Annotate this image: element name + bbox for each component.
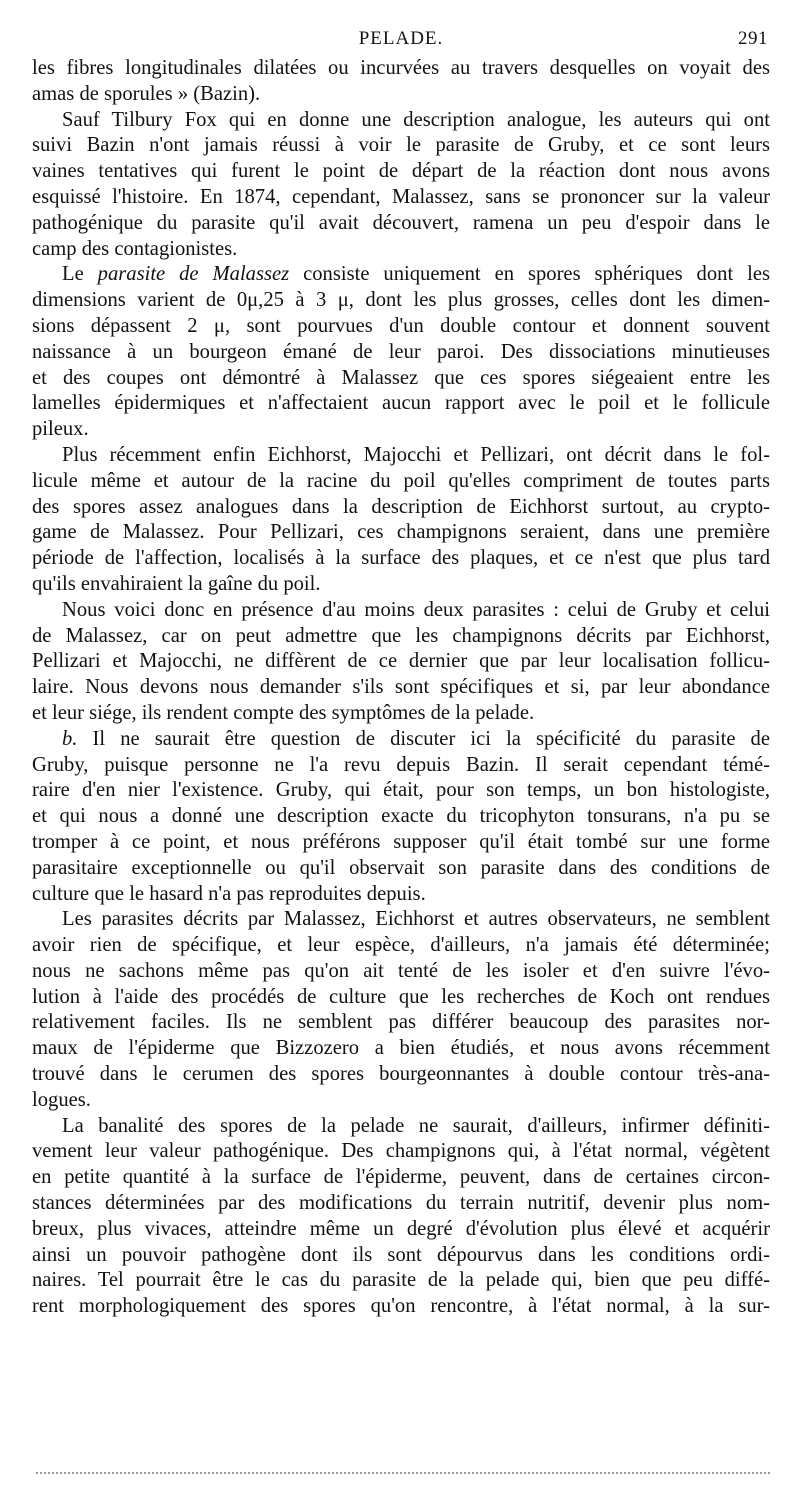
- text-line: [32, 366, 770, 392]
- text-run: maux de l'épiderme que Bizzozero a bien étudiés, et nous avons récemment: [32, 1037, 770, 1060]
- text-run: Nous voici donc en présence d'au moins deux parasites : celui de Gruby et celui: [62, 598, 770, 621]
- text-line: [32, 469, 770, 495]
- text-run: et des coupes ont démontré à Malassez que ces spores siégeaient entre les: [32, 366, 770, 389]
- text-line: [32, 211, 770, 237]
- running-header: [32, 28, 770, 50]
- text-run: stances déterminées par des modifications du terrain nutritif, devenir plus nom-: [32, 1192, 770, 1215]
- text-line: [32, 830, 770, 856]
- text-run: pathogénique du parasite qu'il avait découvert, ramena un peu d'espoir dans le: [32, 211, 770, 234]
- text-run: pileux.: [32, 418, 89, 441]
- text-run: logues.: [32, 1088, 91, 1111]
- text-run: camp des contagionistes.: [32, 237, 238, 260]
- text-line: [32, 856, 770, 882]
- text-run: Gruby, puisque personne ne l'a revu depuis Bazin. Il serait cependant témé-: [32, 753, 770, 776]
- text-run: licule même et autour de la racine du poil qu'elles compriment de toutes parts: [32, 469, 770, 492]
- text-line: [32, 572, 770, 598]
- text-run: Sauf Tilbury Fox qui en donne une description analogue, les auteurs qui ont: [62, 108, 770, 131]
- page-number: 291: [738, 28, 768, 49]
- text-run: esquissé l'histoire. En 1874, cependant, Malassez, sans se prononcer sur la valeur: [32, 185, 770, 208]
- text-line: [32, 1243, 770, 1269]
- text-line: [32, 262, 770, 288]
- text-line: [32, 520, 770, 546]
- text-line: [32, 727, 770, 753]
- text-line: [32, 1268, 770, 1294]
- text-line: [32, 959, 770, 985]
- running-title: PELADE.: [358, 28, 444, 49]
- italic-run: parasite de Malassez: [97, 263, 290, 286]
- text-run: et qui nous a donné une description exacte du tricophyton tonsurans, n'a pu se: [32, 805, 770, 828]
- text-line: [32, 56, 770, 82]
- text-line: [32, 624, 770, 650]
- text-run: Les parasites décrits par Malassez, Eichhorst et autres observateurs, ne semblent: [62, 908, 770, 931]
- text-line: [32, 598, 770, 624]
- text-line: [32, 1217, 770, 1243]
- text-run: consiste uniquement en spores sphériques dont les: [289, 263, 770, 286]
- text-line: [32, 753, 770, 779]
- text-run: vement leur valeur pathogénique. Des champignons qui, à l'état normal, végètent: [32, 1140, 770, 1163]
- text-run: vaines tentatives qui furent le point de départ de la réaction dont nous avons: [32, 160, 770, 183]
- text-line: [32, 1036, 770, 1062]
- text-line: [32, 443, 770, 469]
- text-line: [32, 417, 770, 443]
- text-run: rent morphologiquement des spores qu'on rencontre, à l'état normal, à la sur-: [32, 1295, 770, 1318]
- text-run: laire. Nous devons nous demander s'ils sont spécifiques et si, par leur abondance: [32, 676, 770, 699]
- text-line: [32, 391, 770, 417]
- text-run: nous ne sachons même pas qu'on ait tenté de les isoler et d'en suivre l'évo-: [32, 959, 770, 982]
- text-line: [32, 314, 770, 340]
- text-run: suivi Bazin n'ont jamais réussi à voir le parasite de Gruby, et ce sont leurs: [32, 134, 770, 157]
- text-run: de Malassez, car on peut admettre que les champignons décrits par Eichhorst,: [32, 624, 770, 647]
- text-run: breux, plus vivaces, atteindre même un degré d'évolution plus élevé et acquérir: [32, 1217, 770, 1240]
- text-run: ainsi un pouvoir pathogène dont ils sont dépourvus dans les conditions ordi-: [32, 1243, 770, 1266]
- text-run: période de l'affection, localisés à la surface des plaques, et ce n'est que plus tard: [32, 547, 770, 570]
- text-run: sions dépassent 2 μ, sont pourvues d'un double contour et donnent souvent: [32, 314, 770, 337]
- text-run: lamelles épidermiques et n'affectaient aucun rapport avec le poil et le follicule: [32, 392, 770, 415]
- text-run: relativement faciles. Ils ne semblent pas différer beaucoup des parasites nor-: [32, 1011, 770, 1034]
- text-line: [32, 701, 770, 727]
- text-line: [32, 185, 770, 211]
- text-line: [32, 933, 770, 959]
- body-text: [32, 56, 770, 1320]
- text-run: Il ne saurait être question de discuter ici la spécificité du parasite de: [77, 727, 770, 750]
- bottom-bleed-through-rule: [36, 1472, 770, 1474]
- text-line: [32, 108, 770, 134]
- text-line: [32, 1294, 770, 1320]
- text-line: [32, 1114, 770, 1140]
- text-run: parasitaire exceptionnelle ou qu'il observait son parasite dans des conditions de: [32, 856, 770, 879]
- text-line: [32, 985, 770, 1011]
- text-run: amas de sporules » (Bazin).: [32, 82, 261, 105]
- text-line: [32, 907, 770, 933]
- text-run: Le: [62, 263, 98, 286]
- text-line: [32, 546, 770, 572]
- text-run: tromper à ce point, et nous préférons supposer qu'il était tombé sur une forme: [32, 830, 770, 853]
- text-line: [32, 340, 770, 366]
- text-line: [32, 133, 770, 159]
- text-run: et leur siége, ils rendent compte des symptômes de la pelade.: [32, 701, 535, 724]
- text-line: [32, 675, 770, 701]
- text-run: La banalité des spores de la pelade ne saurait, d'ailleurs, infirmer définiti-: [62, 1114, 770, 1137]
- text-line: [32, 1010, 770, 1036]
- text-run: naissance à un bourgeon émané de leur paroi. Des dissociations minutieuses: [32, 340, 770, 363]
- text-run: game de Malassez. Pour Pellizari, ces champignons seraient, dans une première: [32, 521, 770, 544]
- text-run: en petite quantité à la surface de l'épiderme, peuvent, dans de certaines circon-: [32, 1166, 770, 1189]
- text-run: Plus récemment enfin Eichhorst, Majocchi et Pellizari, ont décrit dans le fol-: [62, 443, 770, 466]
- text-line: [32, 649, 770, 675]
- text-line: [32, 1191, 770, 1217]
- italic-run: b.: [62, 727, 78, 750]
- text-run: Pellizari et Majocchi, ne diffèrent de ce dernier que par leur localisation follicu-: [32, 650, 770, 673]
- text-run: dimensions varient de 0μ,25 à 3 μ, dont les plus grosses, celles dont les dimen-: [32, 289, 770, 312]
- text-line: [32, 82, 770, 108]
- text-line: [32, 1062, 770, 1088]
- text-line: [32, 237, 770, 263]
- text-line: [32, 1165, 770, 1191]
- text-run: qu'ils envahiraient la gaîne du poil.: [32, 572, 321, 595]
- text-line: [32, 159, 770, 185]
- text-run: les fibres longitudinales dilatées ou incurvées au travers desquelles on voyait des: [32, 57, 770, 79]
- text-run: lution à l'aide des procédés de culture que les recherches de Koch ont rendues: [32, 985, 770, 1008]
- text-line: [32, 1139, 770, 1165]
- text-line: [32, 288, 770, 314]
- text-line: [32, 495, 770, 521]
- text-run: avoir rien de spécifique, et leur espèce, d'ailleurs, n'a jamais été déterminée;: [32, 934, 770, 957]
- text-line: [32, 882, 770, 908]
- text-run: culture que le hasard n'a pas reproduites depuis.: [32, 882, 426, 905]
- text-line: [32, 1088, 770, 1114]
- text-line: [32, 778, 770, 804]
- text-run: des spores assez analogues dans la description de Eichhorst surtout, au crypto-: [32, 495, 770, 518]
- text-run: raire d'en nier l'existence. Gruby, qui était, pour son temps, un bon histologiste,: [32, 779, 770, 802]
- text-run: trouvé dans le cerumen des spores bourgeonnantes à double contour très-ana-: [32, 1063, 770, 1086]
- text-line: [32, 804, 770, 830]
- text-run: naires. Tel pourrait être le cas du parasite de la pelade qui, bien que peu diffé-: [32, 1269, 770, 1292]
